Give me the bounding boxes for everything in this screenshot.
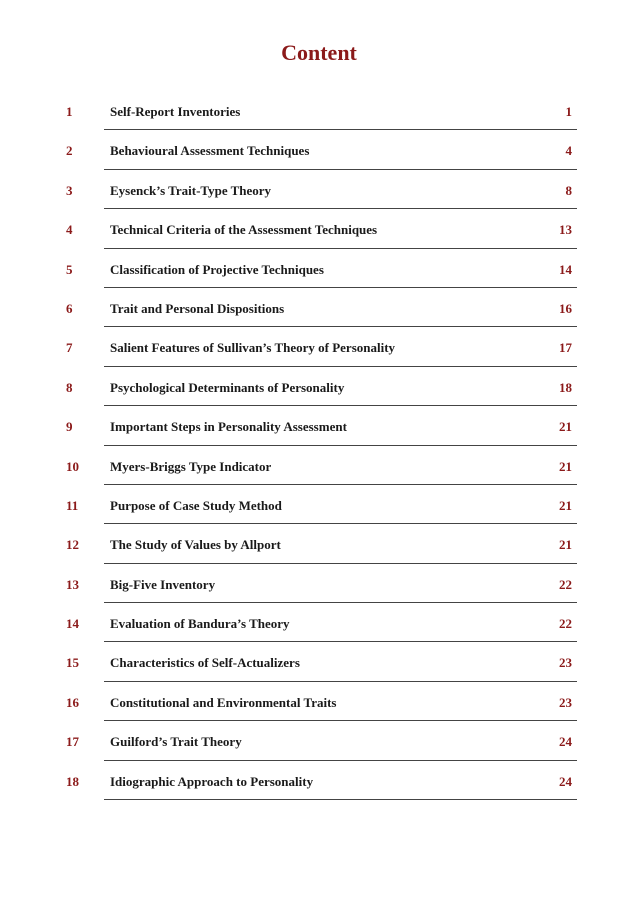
toc-entry-page: 17 [559,340,572,356]
toc-divider [104,760,577,761]
toc-entry-number: 18 [66,773,79,789]
toc-divider [104,445,577,446]
toc-entry-title[interactable]: Technical Criteria of the Assessment Techniques [110,222,378,238]
toc-entry-number: 2 [66,143,73,159]
toc-entry-number: 7 [66,340,73,356]
toc-entry[interactable] [0,93,638,132]
toc-entry[interactable] [0,605,638,644]
toc-entry-number: 17 [66,734,79,750]
toc-entry-page: 14 [559,261,572,277]
toc-divider [104,641,577,642]
toc-entry-number: 10 [66,458,79,474]
table-of-contents [0,93,638,802]
toc-divider [104,523,577,524]
toc-entry-page: 1 [565,104,572,119]
toc-entry-number: 5 [66,261,73,277]
toc-entry-title[interactable]: Guilford’s Trait Theory [110,734,242,750]
toc-entry-page: 24 [559,773,572,789]
toc-entry-title[interactable]: Self-Report Inventories [110,104,241,119]
toc-entry[interactable] [0,526,638,565]
toc-entry-page: 21 [559,537,572,553]
toc-entry-title[interactable]: Behavioural Assessment Techniques [110,143,310,159]
toc-entry[interactable] [0,211,638,250]
toc-entry[interactable] [0,408,638,447]
toc-entry-title[interactable]: The Study of Values by Allport [110,537,281,553]
toc-entry[interactable] [0,763,638,802]
toc-entry-title[interactable]: Important Steps in Personality Assessment [110,419,347,435]
toc-entry-page: 4 [565,143,572,159]
toc-divider [104,799,577,800]
toc-divider [104,681,577,682]
toc-divider [104,563,577,564]
toc-divider [104,287,577,288]
toc-entry-title[interactable]: Big-Five Inventory [110,576,216,592]
toc-divider [104,602,577,603]
toc-entry-page: 18 [559,379,572,395]
toc-entry-number: 13 [66,576,79,592]
toc-entry[interactable] [0,329,638,368]
toc-entry-title[interactable]: Myers-Briggs Type Indicator [110,458,272,474]
toc-entry-number: 12 [66,537,79,553]
toc-entry[interactable] [0,369,638,408]
toc-entry-number: 15 [66,655,79,671]
toc-entry-number: 9 [66,419,73,435]
toc-entry-page: 16 [559,300,572,316]
toc-entry-title[interactable]: Eysenck’s Trait-Type Theory [110,182,272,198]
toc-entry-page: 22 [559,576,572,592]
toc-divider [104,326,577,327]
toc-divider [104,169,577,170]
toc-entry-page: 8 [565,182,572,198]
page-title: Content [281,40,357,65]
toc-divider [104,248,577,249]
toc-entry-page: 22 [559,616,572,632]
toc-entry[interactable] [0,290,638,329]
toc-entry[interactable] [0,723,638,762]
toc-entry-number: 14 [66,616,79,632]
toc-entry-page: 21 [559,458,572,474]
toc-entry[interactable] [0,644,638,683]
toc-entry-number: 8 [66,379,73,395]
toc-divider [104,484,577,485]
toc-entry-page: 21 [559,497,572,513]
toc-divider [104,366,577,367]
toc-entry[interactable] [0,132,638,171]
toc-entry-page: 23 [559,655,572,671]
toc-entry-number: 4 [66,222,73,238]
toc-entry-page: 23 [559,694,572,710]
toc-entry-title[interactable]: Evaluation of Bandura’s Theory [110,616,290,632]
toc-entry-title[interactable]: Purpose of Case Study Method [110,497,282,513]
toc-entry-title[interactable]: Psychological Determinants of Personality [110,379,345,395]
toc-entry-title[interactable]: Salient Features of Sullivan’s Theory of Personality [110,340,396,356]
toc-entry-title[interactable]: Classification of Projective Techniques [110,261,324,277]
toc-entry-title[interactable]: Idiographic Approach to Personality [110,773,314,789]
toc-entry[interactable] [0,566,638,605]
toc-divider [104,208,577,209]
toc-divider [104,129,577,130]
toc-entry-page: 13 [559,222,572,238]
toc-entry-number: 3 [66,182,73,198]
toc-entry-number: 6 [66,300,73,316]
toc-entry-page: 24 [559,734,572,750]
toc-entry-number: 16 [66,694,79,710]
toc-entry-title[interactable]: Trait and Personal Dispositions [110,300,285,316]
toc-entry-page: 21 [559,419,572,435]
toc-entry-title[interactable]: Constitutional and Environmental Traits [110,694,337,710]
toc-entry-number: 1 [66,104,73,119]
toc-entry[interactable] [0,172,638,211]
toc-entry[interactable] [0,684,638,723]
toc-entry[interactable] [0,487,638,526]
toc-entry[interactable] [0,448,638,487]
toc-entry-number: 11 [66,497,79,513]
toc-divider [104,720,577,721]
toc-entry-title[interactable]: Characteristics of Self-Actualizers [110,655,300,671]
toc-divider [104,405,577,406]
toc-entry[interactable] [0,251,638,290]
